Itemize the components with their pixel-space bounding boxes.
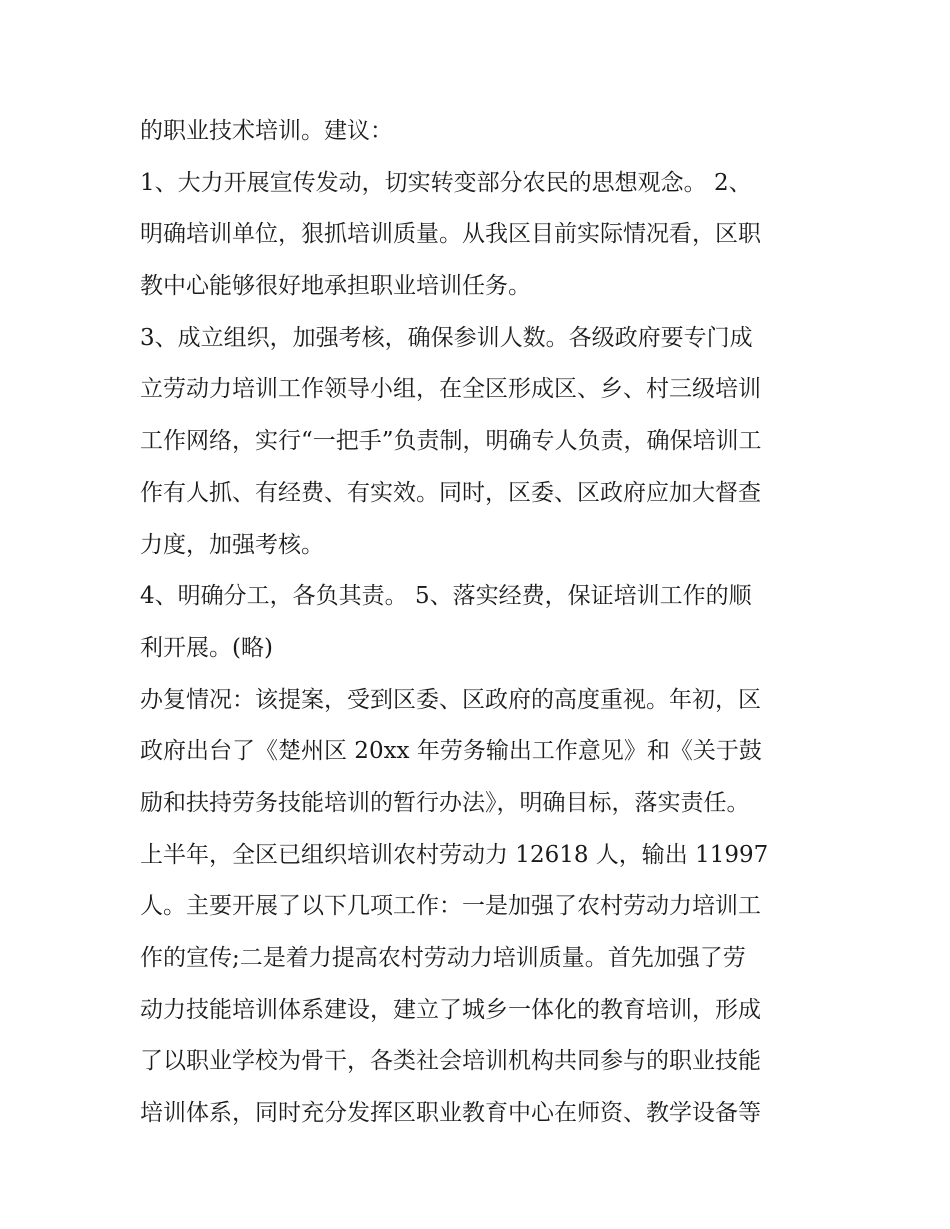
- text-line: 1、大力开展宣传发动，切实转变部分农民的思想观念。 2、: [140, 169, 752, 196]
- document-body: [140, 106, 820, 1140]
- text-line: 作的宣传;二是着力提高农村劳动力培训质量。首先加强了劳: [140, 945, 746, 971]
- text-line: 的职业技术培训。建议：: [140, 118, 393, 144]
- text-line: 工作网络，实行“一把手”负责制，明确专人负责，确保培训工: [140, 428, 762, 455]
- text-line: 4、明确分工，各负其责。 5、落实经费，保证培训工作的顺: [140, 583, 752, 610]
- text-line: 人。主要开展了以下几项工作：一是加强了农村劳动力培训工: [140, 893, 761, 920]
- text-line: 政府出台了《楚州区 20xx 年劳务输出工作意见》和《关于鼓: [140, 738, 762, 765]
- text-line: 上半年，全区已组织培训农村劳动力 12618 人，输出 11997: [140, 841, 769, 868]
- text-line: 利开展。(略): [140, 634, 273, 661]
- text-line: 作有人抓、有经费、有实效。同时，区委、区政府应加大督查: [140, 479, 761, 506]
- text-line: 励和扶持劳务技能培训的暂行办法》，明确目标，落实责任。: [140, 789, 750, 816]
- text-line: 培训体系，同时充分发挥区职业教育中心在师资、教学设备等: [140, 1100, 761, 1127]
- text-line: 明确培训单位，狠抓培训质量。从我区目前实际情况看，区职: [140, 221, 761, 248]
- text-line: 3、成立组织，加强考核，确保参训人数。各级政府要专门成: [140, 324, 753, 351]
- text-line: 立劳动力培训工作领导小组，在全区形成区、乡、村三级培训: [140, 376, 761, 403]
- text-line: 了以职业学校为骨干，各类社会培训机构共同参与的职业技能: [140, 1048, 761, 1075]
- text-line: 力度，加强考核。: [140, 531, 324, 558]
- text-line: 办复情况：该提案，受到区委、区政府的高度重视。年初，区: [140, 686, 761, 713]
- text-line: 动力技能培训体系建设，建立了城乡一体化的教育培训，形成: [140, 996, 761, 1023]
- text-line: 教中心能够很好地承担职业培训任务。: [140, 273, 531, 300]
